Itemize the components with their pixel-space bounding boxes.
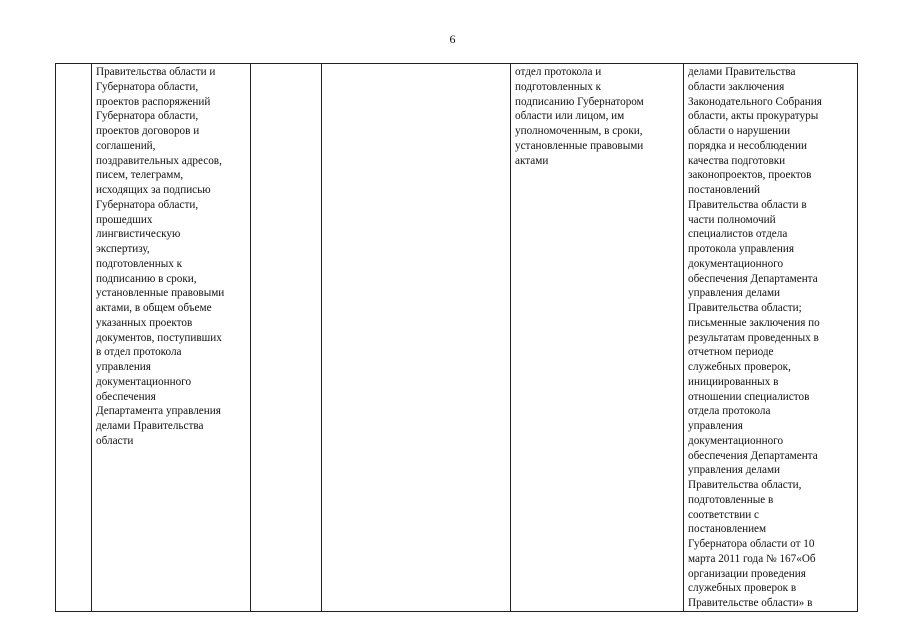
table-cell-indicator: [92, 64, 251, 612]
indicator-text: Правительства области и Губернатора области, проектов распоряжений Губернатора области, проектов договоров и соглашений, поздравительных адресов, писем, телеграмм, исходящих за подписью Губернатора области, прошедших лингвистическую экспертизу, подготовленных к подписанию в сроки, установленные правовыми актами, в общем объеме указанных проектов документов, поступивших в отдел протокола управления документационного обеспечения Департамента управления делами Правительства области: [96, 66, 225, 447]
table-cell-column-3: [251, 64, 322, 612]
method-text: отдел протокола и подготовленных к подписанию Губернатором области или лицом, им уполномоченным, в сроки, установленные правовыми актами: [515, 66, 644, 167]
table-cell-method: [511, 64, 684, 612]
criteria-table: [55, 63, 858, 612]
source-text: делами Правительства области заключения Законодательного Собрания области, акты прокуратуры области о нарушении порядка и несоблюдении качества подготовки законопроектов, проектов постановлений Правительства области в части полномочий специалистов отдела протокола управления документационного обеспечения Департамента управления делами Правительства области; письменные заключения по результатам проведенных в отчетном периоде служебных проверок, инициированных в отношении специалистов отдела протокола управления документационного обеспечения Департамента управления делами Правительства области, подготовленные в соответствии с постановлением Губернатора области от 10 марта 2011 года № 167«Об организации проведения служебных проверок в Правительстве области» в: [688, 66, 822, 609]
table-cell-number: [56, 64, 92, 612]
table-row: [56, 64, 858, 612]
table-cell-source: [684, 64, 858, 612]
page-number: 6: [449, 32, 456, 46]
table-cell-column-4: [322, 64, 511, 612]
